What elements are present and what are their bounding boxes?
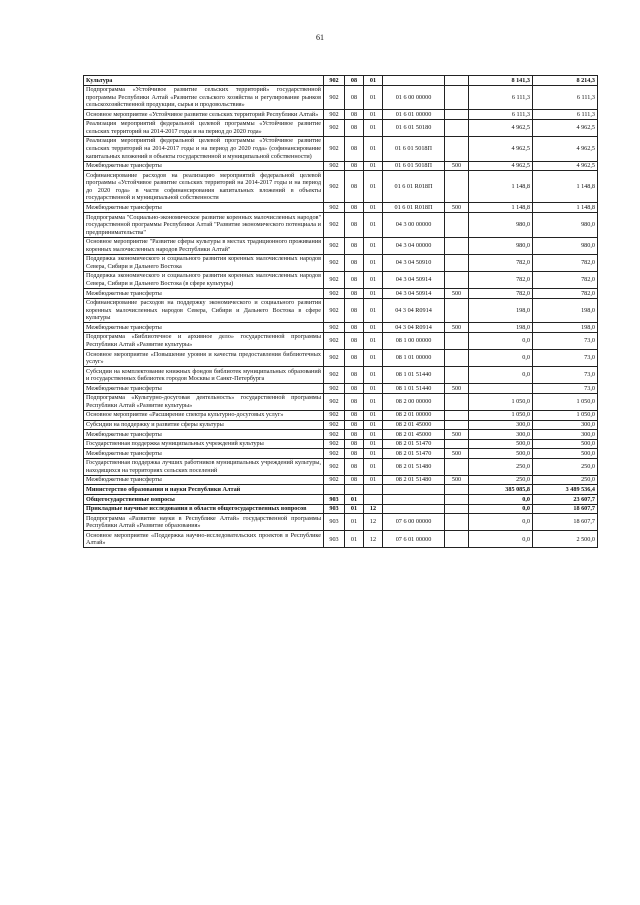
cell-g: 902 (324, 85, 345, 110)
cell-csr: 01 6 01 R018П (383, 203, 445, 213)
cell-csr (383, 495, 445, 505)
cell-ss: 01 (364, 367, 383, 384)
cell-ss: 01 (364, 119, 383, 136)
cell-s: 08 (345, 393, 364, 410)
cell-vr (445, 298, 469, 323)
cell-g: 902 (324, 298, 345, 323)
cell-csr (383, 504, 445, 514)
cell-v1: 980,0 (469, 237, 533, 254)
cell-vr (445, 110, 469, 120)
table-row (84, 420, 598, 430)
cell-csr: 08 2 01 51480 (383, 475, 445, 485)
table-row (84, 393, 598, 410)
table-row (84, 332, 598, 349)
cell-ss: 01 (364, 237, 383, 254)
cell-ss: 01 (364, 271, 383, 288)
table-row (84, 213, 598, 238)
cell-s: 08 (345, 161, 364, 171)
cell-vr (445, 393, 469, 410)
cell-v2: 980,0 (533, 213, 598, 238)
cell-name: Подпрограмма «Культурно-досуговая деятельность» государственной программы Республики Алтай «Развитие культуры» (84, 393, 324, 410)
cell-vr (445, 76, 469, 86)
cell-g: 902 (324, 136, 345, 161)
cell-s: 08 (345, 298, 364, 323)
cell-vr: 500 (445, 161, 469, 171)
cell-ss (364, 495, 383, 505)
cell-v1: 8 141,3 (469, 76, 533, 86)
cell-name: Государственная поддержка муниципальных учреждений культуры (84, 439, 324, 449)
cell-g: 902 (324, 254, 345, 271)
cell-s: 01 (345, 504, 364, 514)
table-row (84, 110, 598, 120)
cell-name: Субсидии на комплектование книжных фондов библиотек муниципальных образований и государственных библиотек городов Москвы и Санкт-Петербурга (84, 367, 324, 384)
cell-v1: 300,0 (469, 430, 533, 440)
cell-v2: 782,0 (533, 254, 598, 271)
cell-vr: 500 (445, 430, 469, 440)
cell-vr (445, 410, 469, 420)
cell-vr (445, 458, 469, 475)
cell-name: Подпрограмма "Социально-экономическое развитие коренных малочисленных народов" государственной программы Республики Алтай "Развитие экономического потенциала и предпринимательства" (84, 213, 324, 238)
cell-g: 902 (324, 323, 345, 333)
cell-vr (445, 271, 469, 288)
cell-name: Подпрограмма «Устойчивое развитие сельских территорий» государственной программы Республики Алтай «Развитие сельского хозяйства и регулирование рынков сельскохозяйственной продукции, сырья и продовольствия» (84, 85, 324, 110)
cell-csr: 04 3 04 50910 (383, 254, 445, 271)
budget-table-body (84, 76, 598, 548)
table-row (84, 458, 598, 475)
cell-name: Поддержка экономического и социального развития коренных малочисленных народов Севера, Сибири и Дальнего Востока (в сфере культуры) (84, 271, 324, 288)
cell-g: 902 (324, 271, 345, 288)
cell-v2: 980,0 (533, 237, 598, 254)
cell-name: Основное мероприятие «Повышение уровня и качества предоставления библиотечных услуг» (84, 350, 324, 367)
cell-s: 08 (345, 237, 364, 254)
cell-vr (445, 531, 469, 548)
cell-vr (445, 85, 469, 110)
cell-v2: 1 148,8 (533, 203, 598, 213)
table-row (84, 136, 598, 161)
cell-g: 902 (324, 420, 345, 430)
cell-v2: 300,0 (533, 420, 598, 430)
cell-name: Культура (84, 76, 324, 86)
cell-name: Государственная поддержка лучших работников муниципальных учреждений культуры, находящихся на территориях сельских поселений (84, 458, 324, 475)
cell-s: 08 (345, 332, 364, 349)
cell-vr (445, 367, 469, 384)
cell-ss: 01 (364, 393, 383, 410)
cell-ss: 01 (364, 449, 383, 459)
cell-v1: 980,0 (469, 213, 533, 238)
cell-ss: 01 (364, 439, 383, 449)
cell-s: 08 (345, 76, 364, 86)
cell-ss: 01 (364, 213, 383, 238)
cell-name: Межбюджетные трансферты (84, 430, 324, 440)
cell-v1: 6 111,3 (469, 110, 533, 120)
cell-vr (445, 254, 469, 271)
cell-name: Межбюджетные трансферты (84, 449, 324, 459)
cell-g: 903 (324, 514, 345, 531)
cell-s: 08 (345, 420, 364, 430)
cell-vr: 500 (445, 289, 469, 299)
cell-v1: 0,0 (469, 350, 533, 367)
cell-csr: 08 2 01 51480 (383, 458, 445, 475)
cell-v2: 500,0 (533, 449, 598, 459)
cell-csr: 08 2 01 45000 (383, 430, 445, 440)
cell-g: 903 (324, 504, 345, 514)
cell-ss: 01 (364, 85, 383, 110)
cell-v1: 6 111,3 (469, 85, 533, 110)
table-row (84, 410, 598, 420)
cell-v2: 23 607,7 (533, 495, 598, 505)
cell-v1: 4 962,5 (469, 161, 533, 171)
cell-v2: 8 214,3 (533, 76, 598, 86)
cell-csr: 08 1 00 00000 (383, 332, 445, 349)
cell-csr (383, 76, 445, 86)
table-row (84, 514, 598, 531)
cell-name: Софинансирование расходов на реализацию мероприятий федеральной целевой программы «Устойчивое развитие сельских территорий на 2014-2017 годы и на период до 2020 года» в части софинансирования капитальных вложений в объекты государственной и муниципальной собственности (84, 171, 324, 203)
cell-g: 902 (324, 367, 345, 384)
cell-csr: 01 6 01 50180 (383, 119, 445, 136)
cell-g: 902 (324, 475, 345, 485)
cell-g: 902 (324, 119, 345, 136)
cell-v1: 1 148,8 (469, 203, 533, 213)
cell-ss (364, 485, 383, 495)
cell-g: 902 (324, 350, 345, 367)
cell-s: 08 (345, 119, 364, 136)
cell-v1: 1 050,0 (469, 393, 533, 410)
cell-v2: 3 489 536,4 (533, 485, 598, 495)
cell-v1: 250,0 (469, 475, 533, 485)
cell-v2: 4 962,5 (533, 136, 598, 161)
cell-v2: 18 607,7 (533, 504, 598, 514)
cell-ss: 01 (364, 332, 383, 349)
cell-vr (445, 171, 469, 203)
cell-vr (445, 485, 469, 495)
cell-name: Межбюджетные трансферты (84, 289, 324, 299)
table-row (84, 254, 598, 271)
cell-g: 902 (324, 171, 345, 203)
table-row (84, 449, 598, 459)
cell-v1: 198,0 (469, 298, 533, 323)
cell-v1: 782,0 (469, 289, 533, 299)
cell-csr: 04 3 04 50914 (383, 289, 445, 299)
cell-v2: 250,0 (533, 475, 598, 485)
cell-s: 08 (345, 136, 364, 161)
cell-v2: 18 607,7 (533, 514, 598, 531)
cell-name: Основное мероприятие «Расширение спектра культурно-досуговых услуг» (84, 410, 324, 420)
cell-csr (383, 485, 445, 495)
cell-s: 08 (345, 85, 364, 110)
cell-csr: 08 2 01 45000 (383, 420, 445, 430)
cell-s: 08 (345, 384, 364, 394)
cell-s: 08 (345, 323, 364, 333)
table-row (84, 475, 598, 485)
cell-s: 08 (345, 367, 364, 384)
cell-v1: 782,0 (469, 271, 533, 288)
cell-name: Реализация мероприятий федеральной целевой программы «Устойчивое развитие сельских территорий на 2014-2017 годы и на период до 2020 года» (софинансирование капитальных вложений в объекты государственной и муниципальной собственности) (84, 136, 324, 161)
cell-s: 08 (345, 110, 364, 120)
cell-s: 01 (345, 495, 364, 505)
cell-v1: 1 050,0 (469, 410, 533, 420)
cell-csr: 04 3 04 50914 (383, 271, 445, 288)
cell-s: 08 (345, 410, 364, 420)
cell-v1: 385 085,8 (469, 485, 533, 495)
cell-g: 903 (324, 531, 345, 548)
cell-csr: 08 2 00 00000 (383, 393, 445, 410)
cell-v1: 4 962,5 (469, 136, 533, 161)
table-row (84, 384, 598, 394)
cell-csr: 04 3 04 R0914 (383, 298, 445, 323)
cell-ss: 01 (364, 254, 383, 271)
cell-g: 902 (324, 439, 345, 449)
cell-ss: 01 (364, 110, 383, 120)
cell-vr: 500 (445, 449, 469, 459)
table-row (84, 289, 598, 299)
cell-csr: 07 6 00 00000 (383, 514, 445, 531)
cell-ss: 01 (364, 350, 383, 367)
cell-name: Межбюджетные трансферты (84, 161, 324, 171)
cell-s: 01 (345, 531, 364, 548)
cell-csr: 01 6 01 00000 (383, 110, 445, 120)
cell-ss: 01 (364, 384, 383, 394)
cell-g: 902 (324, 384, 345, 394)
cell-csr: 08 1 01 51440 (383, 367, 445, 384)
cell-name: Общегосударственные вопросы (84, 495, 324, 505)
cell-s: 08 (345, 213, 364, 238)
cell-s: 08 (345, 475, 364, 485)
cell-v2: 198,0 (533, 298, 598, 323)
cell-ss: 01 (364, 289, 383, 299)
cell-vr (445, 332, 469, 349)
cell-s: 08 (345, 289, 364, 299)
cell-v1: 1 148,8 (469, 171, 533, 203)
cell-ss: 01 (364, 420, 383, 430)
cell-vr (445, 119, 469, 136)
cell-name: Прикладные научные исследования в области общегосударственных вопросов (84, 504, 324, 514)
cell-ss: 12 (364, 504, 383, 514)
cell-csr: 08 2 01 00000 (383, 410, 445, 420)
cell-csr: 04 3 00 00000 (383, 213, 445, 238)
cell-vr: 500 (445, 323, 469, 333)
cell-name: Основное мероприятие «Устойчивое развитие сельских территорий Республики Алтай» (84, 110, 324, 120)
cell-s: 01 (345, 514, 364, 531)
cell-vr (445, 514, 469, 531)
table-row (84, 85, 598, 110)
cell-name: Реализация мероприятий федеральной целевой программы «Устойчивое развитие сельских территорий на 2014-2017 годы и на период до 2020 года» (84, 119, 324, 136)
cell-g: 902 (324, 393, 345, 410)
cell-v1: 300,0 (469, 420, 533, 430)
cell-g: 902 (324, 203, 345, 213)
cell-csr: 01 6 01 R018П (383, 171, 445, 203)
cell-v2: 250,0 (533, 458, 598, 475)
cell-csr: 04 3 04 00000 (383, 237, 445, 254)
cell-v2: 73,0 (533, 332, 598, 349)
cell-ss: 01 (364, 171, 383, 203)
table-row (84, 161, 598, 171)
table-row (84, 298, 598, 323)
cell-csr: 01 6 00 00000 (383, 85, 445, 110)
cell-s: 08 (345, 350, 364, 367)
cell-v2: 73,0 (533, 367, 598, 384)
cell-vr (445, 237, 469, 254)
cell-g: 902 (324, 76, 345, 86)
cell-ss: 12 (364, 514, 383, 531)
cell-s: 08 (345, 449, 364, 459)
cell-g: 902 (324, 458, 345, 475)
cell-v2: 1 050,0 (533, 393, 598, 410)
cell-vr: 500 (445, 203, 469, 213)
cell-name: Министерство образования и науки Республики Алтай (84, 485, 324, 495)
cell-v2: 782,0 (533, 271, 598, 288)
cell-v1: 500,0 (469, 439, 533, 449)
cell-v1: 0,0 (469, 495, 533, 505)
cell-v2: 1 050,0 (533, 410, 598, 420)
cell-ss: 01 (364, 410, 383, 420)
cell-v2: 4 962,5 (533, 119, 598, 136)
cell-s: 08 (345, 439, 364, 449)
cell-csr: 04 3 04 R0914 (383, 323, 445, 333)
cell-v1: 0,0 (469, 531, 533, 548)
cell-g: 902 (324, 289, 345, 299)
cell-csr: 08 1 01 00000 (383, 350, 445, 367)
table-row (84, 430, 598, 440)
cell-s: 08 (345, 430, 364, 440)
cell-csr: 01 6 01 5018П (383, 136, 445, 161)
cell-v2: 6 111,3 (533, 110, 598, 120)
cell-v1: 0,0 (469, 367, 533, 384)
cell-v1: 4 962,5 (469, 119, 533, 136)
cell-g: 902 (324, 430, 345, 440)
table-row (84, 531, 598, 548)
page-number: 61 (316, 33, 324, 42)
cell-ss: 01 (364, 203, 383, 213)
cell-v2: 300,0 (533, 430, 598, 440)
table-row (84, 323, 598, 333)
cell-ss: 12 (364, 531, 383, 548)
cell-g: 902 (324, 237, 345, 254)
cell-name: Поддержка экономического и социального развития коренных малочисленных народов Севера, Сибири и Дальнего Востока (84, 254, 324, 271)
cell-csr: 08 2 01 51470 (383, 449, 445, 459)
cell-s: 08 (345, 203, 364, 213)
cell-s: 08 (345, 171, 364, 203)
cell-vr (445, 420, 469, 430)
cell-g (324, 485, 345, 495)
cell-s: 08 (345, 458, 364, 475)
cell-name: Основное мероприятие "Развитие сферы культуры в местах традиционного проживания коренных малочисленных народов Республики Алтай" (84, 237, 324, 254)
cell-vr (445, 439, 469, 449)
table-row (84, 237, 598, 254)
table-row (84, 439, 598, 449)
cell-v1: 0,0 (469, 332, 533, 349)
table-row (84, 495, 598, 505)
cell-name: Межбюджетные трансферты (84, 384, 324, 394)
cell-ss: 01 (364, 298, 383, 323)
cell-v2: 2 500,0 (533, 531, 598, 548)
cell-g: 902 (324, 449, 345, 459)
cell-vr (445, 213, 469, 238)
table-row (84, 76, 598, 86)
cell-ss: 01 (364, 136, 383, 161)
cell-ss: 01 (364, 458, 383, 475)
cell-name: Межбюджетные трансферты (84, 323, 324, 333)
cell-v1: 0,0 (469, 514, 533, 531)
cell-ss: 01 (364, 430, 383, 440)
cell-v1: 500,0 (469, 449, 533, 459)
cell-g: 903 (324, 495, 345, 505)
table-row (84, 171, 598, 203)
cell-vr (445, 504, 469, 514)
cell-ss: 01 (364, 161, 383, 171)
cell-csr: 08 1 01 51440 (383, 384, 445, 394)
cell-s: 08 (345, 271, 364, 288)
cell-csr: 07 6 01 00000 (383, 531, 445, 548)
cell-name: Межбюджетные трансферты (84, 203, 324, 213)
cell-name: Субсидии на поддержку и развитие сферы культуры (84, 420, 324, 430)
table-row (84, 367, 598, 384)
cell-csr: 01 6 01 5018П (383, 161, 445, 171)
cell-v2: 73,0 (533, 384, 598, 394)
cell-v1: 0,0 (469, 504, 533, 514)
cell-vr: 500 (445, 384, 469, 394)
cell-vr (445, 350, 469, 367)
cell-name: Основное мероприятие «Поддержка научно-исследовательских проектов в Республике Алтай» (84, 531, 324, 548)
table-row (84, 119, 598, 136)
cell-v1 (469, 384, 533, 394)
cell-v2: 73,0 (533, 350, 598, 367)
table-row (84, 504, 598, 514)
cell-name: Подпрограмма «Библиотечное и архивное дело» государственной программы Республики Алтай «Развитие культуры» (84, 332, 324, 349)
cell-v2: 782,0 (533, 289, 598, 299)
cell-v2: 1 148,8 (533, 171, 598, 203)
cell-ss: 01 (364, 323, 383, 333)
cell-g: 902 (324, 332, 345, 349)
cell-v2: 500,0 (533, 439, 598, 449)
cell-g: 902 (324, 110, 345, 120)
cell-v2: 6 111,3 (533, 85, 598, 110)
cell-g: 902 (324, 410, 345, 420)
cell-g: 902 (324, 213, 345, 238)
cell-ss: 01 (364, 76, 383, 86)
cell-name: Межбюджетные трансферты (84, 475, 324, 485)
table-row (84, 203, 598, 213)
cell-g: 902 (324, 161, 345, 171)
table-row (84, 485, 598, 495)
cell-name: Подпрограмма «Развитие науки в Республике Алтай» государственной программы Республики Алтай «Развитие образования» (84, 514, 324, 531)
cell-ss: 01 (364, 475, 383, 485)
table-row (84, 271, 598, 288)
cell-v2: 4 962,5 (533, 161, 598, 171)
cell-v1: 782,0 (469, 254, 533, 271)
cell-vr (445, 136, 469, 161)
cell-s (345, 485, 364, 495)
cell-v1: 250,0 (469, 458, 533, 475)
cell-vr: 500 (445, 475, 469, 485)
cell-name: Софинансирование расходов на поддержку экономического и социального развития коренных малочисленных народов Севера, Сибири и Дальнего Востока в сфере культуры (84, 298, 324, 323)
budget-table (83, 75, 598, 548)
cell-v2: 198,0 (533, 323, 598, 333)
cell-vr (445, 495, 469, 505)
cell-s: 08 (345, 254, 364, 271)
table-row (84, 350, 598, 367)
cell-v1: 198,0 (469, 323, 533, 333)
cell-csr: 08 2 01 51470 (383, 439, 445, 449)
